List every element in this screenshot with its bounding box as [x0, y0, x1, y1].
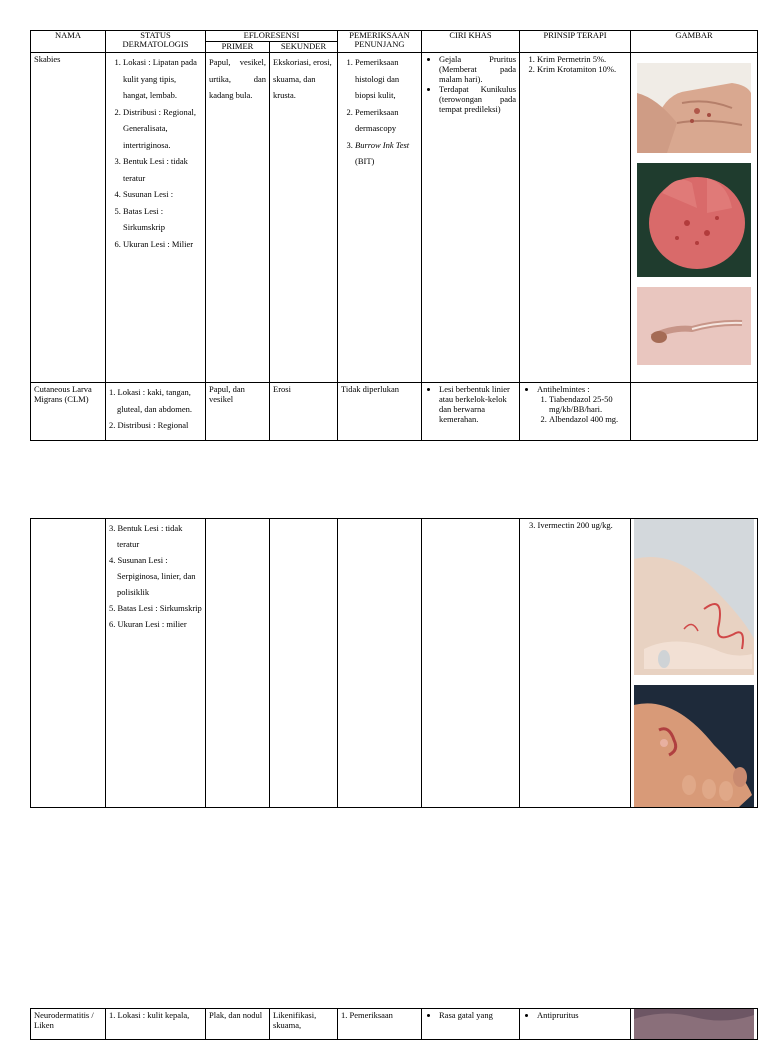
- header-pemeriksaan: PEMERIKSAAN PENUNJANG: [338, 31, 422, 53]
- neuro-nama: Neurodermatitis / Liken: [31, 1009, 106, 1040]
- list-item: 1. Krim Permetrin 5%.: [537, 54, 627, 64]
- list-item: 5. Batas Lesi : Sirkumskrip: [109, 603, 202, 613]
- clm-pemeriksaan: Tidak diperlukan: [338, 383, 422, 441]
- list-item: 3. Bentuk Lesi : tidak teratur: [123, 153, 202, 186]
- list-item: 2. Pemeriksaan dermascopy: [355, 104, 418, 137]
- list-item: • Gejala Pruritus (Memberat pada malam hari).: [439, 54, 516, 84]
- list-item: • Lesi berbentuk linier atau berkelok-kelok dan berwarna kemerahan.: [439, 384, 516, 424]
- header-primer: PRIMER: [206, 42, 270, 53]
- list-item: 2. Krim Krotamiton 10%.: [537, 64, 627, 74]
- header-sekunder: SEKUNDER: [270, 42, 338, 53]
- page1-table: [30, 30, 758, 441]
- clm-status: [106, 383, 206, 441]
- header-ciri: CIRI KHAS: [422, 31, 520, 53]
- list-item: • Antihelmintes : 1. Tiabendazol 25-50 mg/kb/BB/hari. 2. Albendazol 400 mg.: [537, 384, 627, 424]
- list-item: • Terdapat Kunikulus (terowongan pada tempat predileksi): [439, 84, 516, 114]
- clm-terapi: [520, 383, 631, 441]
- list-item: • Rasa gatal yang: [439, 1010, 516, 1020]
- page2-table: [30, 518, 758, 808]
- neuro-primer: Plak, dan nodul: [206, 1009, 270, 1040]
- clm-foot-lesion-photo: [634, 685, 754, 807]
- neuro-ciri: [422, 1009, 520, 1040]
- table-row: [31, 53, 758, 383]
- clm-ciri: [422, 383, 520, 441]
- clm-cont-pemeriksaan: [338, 519, 422, 808]
- list-item: 3. Ivermectin 200 ug/kg.: [529, 520, 613, 530]
- neuro-terapi: [520, 1009, 631, 1040]
- skabies-pemeriksaan: [338, 53, 422, 383]
- clm-cont-gambar: [631, 519, 758, 808]
- neuro-status: 1. Lokasi : kulit kepala,: [106, 1009, 206, 1040]
- header-gambar: GAMBAR: [631, 31, 758, 53]
- neuro-sekunder: Likenifikasi, skuama,: [270, 1009, 338, 1040]
- skabies-status: [106, 53, 206, 383]
- list-item: 1. Lokasi : Lipatan pada kulit yang tipis, hangat, lembab.: [123, 54, 202, 104]
- skabies-hand-photo: [637, 63, 751, 153]
- clm-gambar: [631, 383, 758, 441]
- neuro-pemeriksaan: 1. Pemeriksaan: [338, 1009, 422, 1040]
- clm-primer: Papul, dan vesikel: [206, 383, 270, 441]
- skabies-baby-hand-photo: [637, 163, 751, 277]
- table-row: [31, 383, 758, 441]
- clm-cont-terapi: [520, 519, 631, 808]
- skabies-primer: Papul, vesikel, urtika, dan kadang bula.: [206, 53, 270, 383]
- clm-cont-primer: [206, 519, 270, 808]
- table-row: [31, 1009, 758, 1040]
- skabies-nama: Skabies: [31, 53, 106, 383]
- list-item: 2. Albendazol 400 mg.: [549, 414, 627, 424]
- list-item: 4. Susunan Lesi :: [123, 186, 202, 203]
- list-item: • Antipruritus: [537, 1010, 627, 1020]
- list-item: 5. Batas Lesi : Sirkumskrip: [123, 203, 202, 236]
- neuro-photo: [634, 1009, 754, 1039]
- header-nama: NAMA: [31, 31, 106, 53]
- clm-cont-sekunder: [270, 519, 338, 808]
- table-row: [31, 519, 758, 808]
- list-item: 3. Bentuk Lesi : tidak teratur: [109, 523, 183, 549]
- list-item: 1. Tiabendazol 25-50 mg/kb/BB/hari.: [549, 394, 627, 414]
- skabies-sekunder: Ekskoriasi, erosi, skuama, dan krusta.: [270, 53, 338, 383]
- list-item: 2. Distribusi : Regional, Generalisata, intertriginosa.: [123, 104, 202, 154]
- clm-foot-photo: [634, 519, 754, 675]
- clm-cont-nama: [31, 519, 106, 808]
- page3-table: [30, 1008, 758, 1040]
- list-item: 6. Ukuran Lesi : milier: [109, 619, 187, 629]
- list-item: 3. Burrow Ink Test (BIT): [355, 137, 418, 170]
- skabies-terapi: [520, 53, 631, 383]
- clm-cont-ciri: [422, 519, 520, 808]
- neuro-gambar: [631, 1009, 758, 1040]
- header-status: STATUS DERMATOLOGIS: [106, 31, 206, 53]
- list-item: 1. Lokasi : kaki, tangan, gluteal, dan abdomen.: [109, 387, 193, 414]
- list-item: 2. Distribusi : Regional: [109, 420, 189, 430]
- skabies-gambar: [631, 53, 758, 383]
- list-item: 4. Susunan Lesi : Serpiginosa, linier, dan polisiklik: [109, 555, 196, 597]
- skabies-burrow-photo: [637, 287, 751, 365]
- header-prinsip: PRINSIP TERAPI: [520, 31, 631, 53]
- skabies-ciri: [422, 53, 520, 383]
- clm-sekunder: Erosi: [270, 383, 338, 441]
- clm-cont-status: [106, 519, 206, 808]
- clm-nama: Cutaneous Larva Migrans (CLM): [31, 383, 106, 441]
- list-item: 1. Pemeriksaan histologi dan biopsi kulit,: [355, 54, 418, 104]
- list-item: 6. Ukuran Lesi : Milier: [123, 236, 202, 253]
- header-efloresensi: EFLORESENSI: [206, 31, 338, 42]
